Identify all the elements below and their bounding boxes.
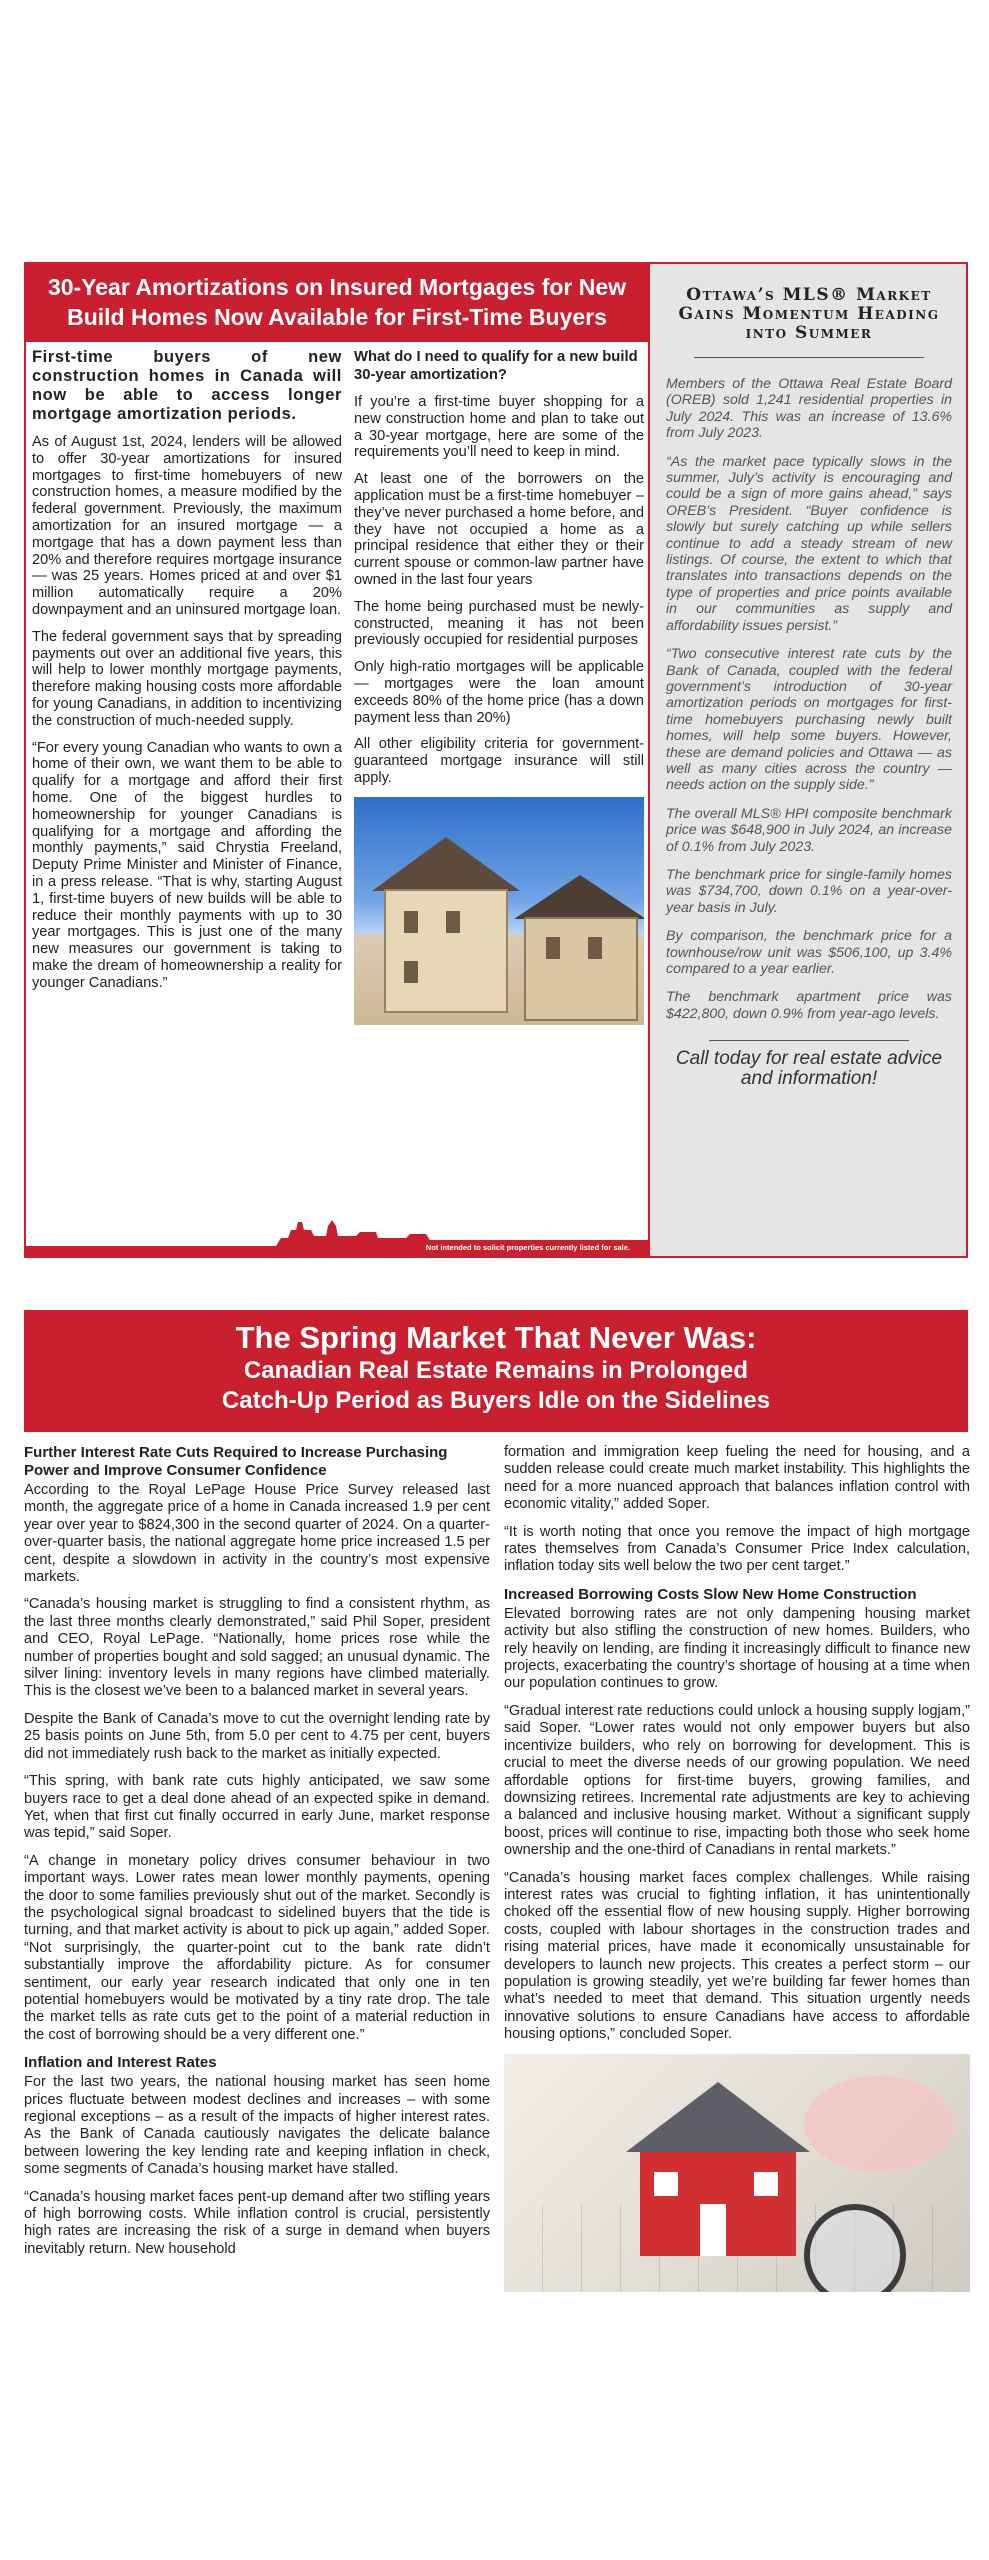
article-title: The Spring Market That Never Was: (235, 1320, 757, 1355)
paragraph: Only high-ratio mortgages will be applicable — mortgages were the loan amount exceeds 80% of the home price (has a down payment less than 20%) (354, 659, 644, 726)
article-subtitle-line1: Canadian Real Estate Remains in Prolonged (243, 1357, 749, 1384)
spring-market-banner (24, 1310, 968, 1432)
new-build-houses-photo (354, 797, 644, 1025)
paragraph: Despite the Bank of Canada’s move to cut the overnight lending rate by 25 basis points on June 5th, from 5.0 per cent to 4.75 per cent, buyers did not immediately rush back to the market as initially expected. (24, 1710, 490, 1762)
ottawa-market-sidebar (648, 264, 966, 1256)
paragraph: According to the Royal LePage House Price Survey released last month, the aggregate price of a home in Canada increased 1.9 per cent year over year to $824,300 in the second quarter of 2024. On a quarter-over-quarter basis, the national aggregate home price increased 1.5 per cent, despite a slowdown in activity in the country’s most expensive markets. (24, 1482, 490, 1586)
sidebar-title: Ottawa’s MLS® Market Gains Momentum Heading into Summer (678, 285, 940, 343)
paragraph: For the last two years, the national housing market has seen home prices fluctuate between modest declines and increases – with some regional exceptions – as a result of the impacts of higher interest rates. As the Bank of Canada cautiously navigates the delicate balance between lowering the key lending rate and keeping inflation in check, some segments of Canada’s housing market have stalled. (24, 2074, 490, 2178)
section-heading: Inflation and Interest Rates (24, 2054, 217, 2072)
call-to-action: Call today for real estate advice and information! (675, 1048, 943, 1090)
paragraph: Elevated borrowing rates are not only dampening housing market activity but also stifling the construction of new homes. Builders, who rely heavily on lending, are finding it increasingly difficult to finance new projects, exacerbating the country’s shortage of housing at a time when our population continues to grow. (504, 1605, 970, 1692)
paragraph: “Canada’s housing market faces complex challenges. While raising interest rates was crucial to fighting inflation, it has unintentionally choked off the essential flow of new housing supply. Higher borrowing costs, coupled with labour shortages in the construction trades and rising material prices, have made it economically unsustainable for developers to launch new projects. This creates a perfect storm – our population is growing steadily, yet we’re building far fewer homes than what’s needed to meet that demand. This situation urgently needs innovative solutions to ensure Canadians have access to affordable housing options,” concluded Soper. (504, 1869, 970, 2043)
paragraph: formation and immigration keep fueling the need for housing, and a sudden release could create much market instability. This highlights the need for a more nuanced approach that balances inflation control with economic vitality,” added Soper. (504, 1444, 970, 1513)
sidebar-paragraph: Members of the Ottawa Real Estate Board (OREB) sold 1,241 residential properties in July 2024. This was an increase of 13.6% from July 2023. (666, 376, 952, 442)
article-subtitle-line2: Catch-Up Period as Buyers Idle on the Sidelines (221, 1387, 771, 1414)
section-heading: Increased Borrowing Costs Slow New Home Construction (504, 1585, 917, 1603)
paragraph: All other eligibility criteria for government-guaranteed mortgage insurance will still apply. (354, 736, 644, 786)
article-lead: First-time buyers of new construction homes in Canada will now be able to access longer mortgage amortization periods. (32, 348, 342, 423)
sidebar-paragraph: The overall MLS® HPI composite benchmark price was $648,900 in July 2024, an increase of 0.1% from July 2023. (666, 805, 952, 855)
sidebar-paragraph: “Two consecutive interest rate cuts by the Bank of Canada, coupled with the federal government’s introduction of 30-year amortization periods on mortgages for first-time homebuyers purchasing newly built homes, will help some buyers. However, these are demand policies and Ottawa — as well as many cities across the country — needs action on the supply side.” (666, 646, 952, 794)
article-right-column (354, 348, 644, 1025)
footer-skyline (26, 1212, 648, 1256)
paragraph: “For every young Canadian who wants to own a home of their own, we want them to be able to qualify for a mortgage and afford their first home. One of the biggest hurdles to homeownership for younger Canadians is qualifying for a mortgage and affording the monthly payments,” said Chrystia Freeland, Deputy Prime Minister and Minister of Finance, in a press release. “That is why, starting August 1, first-time buyers of new builds will be able to reduce their monthly payments with up to 30 year mortgages. This is just one of the many new measures our government is taking to make the dream of homeownership a reality for younger Canadians.” (32, 739, 342, 991)
article-right-column (504, 1444, 970, 2292)
model-house-photo (504, 2054, 970, 2292)
sidebar-paragraph: The benchmark price for single-family homes was $734,700, down 0.1% on a year-over-year basis in July. (666, 866, 952, 916)
paragraph: If you’re a first-time buyer shopping for a new construction home and plan to take out a 30-year mortgage, here are some of the requirements you’ll need to keep in mind. (354, 394, 644, 461)
article-banner-title: 30-Year Amortizations on Insured Mortgages for New Build Homes Now Available for First-Time Buyers (26, 264, 648, 342)
divider (709, 1040, 909, 1041)
article-left-column (32, 348, 342, 1002)
paragraph: “Canada’s housing market faces pent-up demand after two stifling years of high borrowing costs. While inflation control is crucial, persistently high rates are increasing the risk of a surge in demand when buyers inevitably return. New household (24, 2188, 490, 2257)
top-whitespace (0, 0, 989, 262)
paragraph: The federal government says that by spreading payments out over an additional five years, this will help to lower monthly mortgage payments, therefore making housing costs more affordable for young Canadians, in addition to incentivizing the construction of much-needed supply. (32, 628, 342, 729)
sidebar-paragraph: The benchmark apartment price was $422,800, down 0.9% from year-ago levels. (666, 989, 952, 1022)
paragraph: “This spring, with bank rate cuts highly anticipated, we saw some buyers race to get a deal done ahead of an expected spike in demand. Yet, when that first cut finally occurred in early June, market response was tepid,” said Soper. (24, 1773, 490, 1842)
article-amortization (24, 262, 968, 1258)
paragraph: As of August 1st, 2024, lenders will be allowed to offer 30-year amortizations for insured mortgages to first-time homebuyers of new construction homes, a measure modified by the federal government. Previously, the maximum amortization for an insured mortgage — a mortgage that has a down payment less than 20% and therefore requires mortgage insurance — was 25 years. Homes priced at and over $1 million automatically require a 20% downpayment and an uninsured mortgage loan. (32, 434, 342, 618)
sidebar-paragraph: By comparison, the benchmark price for a townhouse/row unit was $506,100, up 3.4% compared to a year earlier. (666, 928, 952, 977)
article-main (26, 264, 648, 1256)
section-heading: Further Interest Rate Cuts Required to Increase Purchasing Power and Improve Consumer Confidence (24, 1444, 448, 1479)
disclaimer: Not intended to solicit properties currently listed for sale. (425, 1243, 630, 1252)
paragraph: “It is worth noting that once you remove the impact of high mortgage rates themselves from Canada’s Consumer Price Index calculation, inflation today sits well below the two per cent target.” (504, 1523, 970, 1575)
paragraph: The home being purchased must be newly-constructed, meaning it has not been previously occupied for residential purposes (354, 598, 644, 649)
paragraph: “A change in monetary policy drives consumer behaviour in two important ways. Lower rates mean lower monthly payments, opening the door to some families previously shut out of the market. Secondly is the psychological signal broadcast to sidelined buyers that the tide is turning, and that market activity is about to pick up again,” added Soper. “Not surprisingly, the quarter-point cut to the bank rate didn’t substantially improve the affordability picture. As for consumer sentiment, our early year research indicated that only one in ten potential homebuyers would be motivated by a tiny rate drop. The tale the market tells as rate cuts get to the point of a material reduction in the cost of borrowing should be a very different one.” (24, 1852, 490, 2043)
paragraph: At least one of the borrowers on the application must be a first-time homebuyer – they’ve never purchased a home before, and they have not occupied a home as a principal residence that either they or their current spouse or common-law partner have owned in the last four years (354, 471, 644, 588)
section-heading: What do I need to qualify for a new build 30-year amortization? (354, 349, 638, 383)
article-left-column (24, 1444, 490, 2268)
paragraph: “Gradual interest rate reductions could unlock a housing supply logjam,” said Soper. “Lower rates would not only empower buyers but also incentivize builders, who rely on borrowing for development. This is crucial to meet the diverse needs of our growing population. We need affordable options for first-time buyers, growing families, and downsizing retirees. Incremental rate adjustments are key to achieving a balanced and inclusive housing market. Without a significant supply boost, prices will continue to rise, impacting both those who seek home ownership and the one-third of Canadians in rental markets.” (504, 1702, 970, 1859)
sidebar-paragraph: “As the market pace typically slows in the summer, July’s activity is encouraging and could be a sign of more gains ahead,” says OREB’s President. “Buyer confidence is slowly but surely catching up while sellers continue to add a steady stream of new listings. Of course, the extent to which that translates into transactions depends on the type of properties and price points available in our communities as supply and affordability issues persist.” (666, 453, 952, 634)
divider (694, 357, 924, 358)
paragraph: “Canada’s housing market is struggling to find a consistent rhythm, as the last three months clearly demonstrated,” said Phil Soper, president and CEO, Royal LePage. “Nationally, home prices rose while the number of properties bought and sold sagged; an unusual dynamic. The silver lining: inventory levels in many regions have climbed materially. This is the closest we’ve been to a balanced market in several years. (24, 1596, 490, 1700)
